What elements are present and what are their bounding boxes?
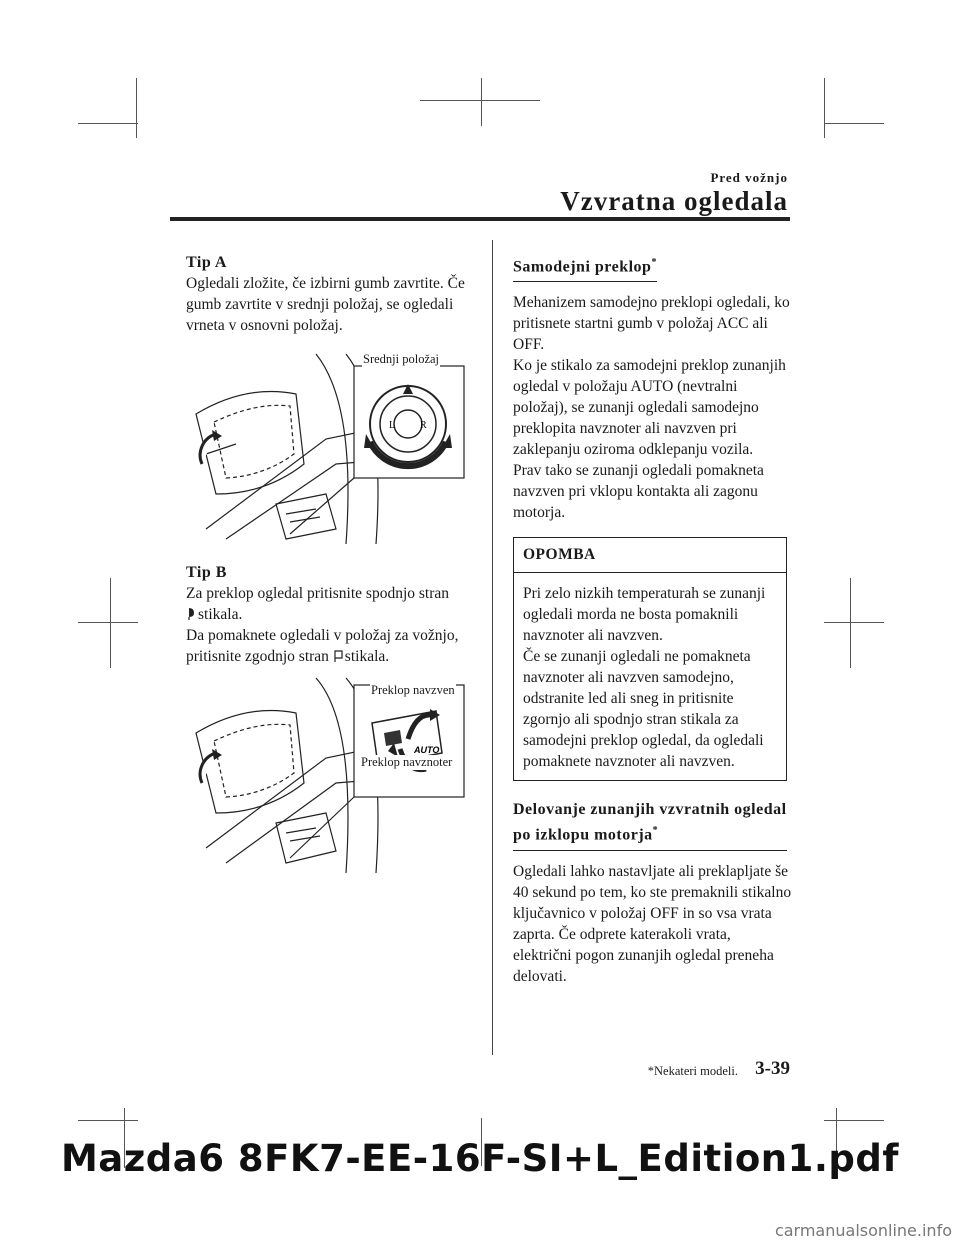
left-column (186, 252, 476, 873)
tip-b-text-4: stikala. (344, 648, 390, 665)
crop-mark (850, 578, 851, 668)
site-watermark: carmanualsonline.info (774, 1221, 952, 1240)
auto-fold-heading-text: Samodejni preklop (513, 258, 652, 276)
tip-b-text-1: Za preklop ogledal pritisnite spodnjo stran (186, 585, 450, 602)
crop-mark (78, 622, 138, 623)
file-watermark: Mazda6 8FK7-EE-16F-SI+L_Edition1.pdf (60, 1137, 900, 1180)
tip-b-text (186, 583, 476, 667)
after-engine-off-asterisk: * (652, 825, 659, 837)
auto-fold-p1: Mehanizem samodejno preklopi ogledali, ko pritisnete startni gumb v položaj ACC ali OFF. (513, 294, 790, 354)
after-engine-off-heading-line1: Delovanje zunanjih vzvratnih ogledal (513, 801, 787, 819)
label-middle-position: Srednji položaj (363, 352, 440, 366)
crop-mark (481, 78, 482, 126)
crop-mark (824, 78, 825, 138)
note-box (513, 537, 787, 781)
figure-tip-b (186, 673, 466, 873)
section-name: Pred vožnjo (710, 170, 788, 185)
crop-mark (78, 1120, 138, 1121)
auto-fold-p2: Ko je stikalo za samodejni preklop zunanjih ogledal v položaju AUTO (nevtralni položaj), se zunanji ogledali samodejno preklopita navznoter ali navzven pri zaklepanju oziroma odklepanju vozila. (513, 357, 786, 459)
after-engine-off-text: Ogledali lahko nastavljate ali preklapljate še 40 sekund po tem, ko ste premaknili stikalno ključavnico v položaj OFF in so vsa vrata zaprta. Če odprete katerakoli vrata, električni pogon zunanjih ogledal preneha delovati. (513, 862, 792, 985)
after-engine-off-heading-line2: po izklopu motorja (513, 826, 653, 844)
auto-fold-p3: Prav tako se zunanji ogledali pomakneta navzven pri vklopu kontakta ali zagonu motorja. (513, 462, 764, 522)
label-fold-out: Preklop navzven (371, 683, 455, 697)
tip-a-text: Ogledali zložite, če izbirni gumb zavrtite. Če gumb zavrtite v srednji položaj, se ogledali vrneta v osnovni položaj. (186, 275, 465, 334)
crop-mark (136, 78, 137, 138)
label-fold-in: Preklop navznoter (361, 755, 453, 769)
column-divider (492, 240, 493, 1055)
mirror-unfold-icon (333, 649, 343, 662)
figure-tip-a (186, 344, 466, 544)
note-p1: Pri zelo nizkih temperaturah se zunanji ogledali morda ne bosta pomaknili navznoter ali navzven. (523, 585, 766, 645)
tip-a-heading: Tip A (186, 254, 227, 271)
header-rule (170, 217, 790, 221)
crop-mark (420, 100, 540, 101)
page-title: Vzvratna ogledala (560, 186, 788, 216)
after-engine-off-heading (513, 799, 787, 850)
crop-mark (824, 622, 884, 623)
mirror-fold-icon (186, 607, 196, 620)
page-number: 3-39 (755, 1058, 790, 1079)
crop-mark (78, 123, 138, 124)
switch-auto-text: AUTO (414, 745, 440, 755)
mirror-knob-illustration (186, 344, 466, 544)
right-column (513, 252, 793, 987)
crop-mark (110, 578, 111, 668)
crop-mark (824, 123, 884, 124)
tip-b-text-2: stikala. (198, 606, 243, 623)
tip-b-heading: Tip B (186, 564, 227, 581)
knob-letter-l: L (389, 420, 396, 431)
tip-b-text-3: Da pomaknete ogledali v položaj za vožnjo, pritisnite zgodnjo stran (186, 627, 459, 665)
note-p2: Če se zunanji ogledali ne pomakneta navznoter ali navzven samodejno, odstranite led ali sneg in pritisnite zgornjo ali spodnjo stran stikala za samodejni preklop ogledal, da ogledali pomaknete navznoter ali navzven. (523, 648, 764, 771)
knob-letter-r: R (420, 420, 427, 431)
note-body (514, 573, 786, 780)
crop-mark (824, 1120, 884, 1121)
auto-fold-heading (513, 252, 657, 282)
note-title: OPOMBA (514, 538, 786, 573)
mirror-switch-illustration (186, 673, 466, 873)
footnote: *Nekateri modeli. (647, 1064, 738, 1078)
auto-fold-asterisk: * (651, 257, 657, 268)
